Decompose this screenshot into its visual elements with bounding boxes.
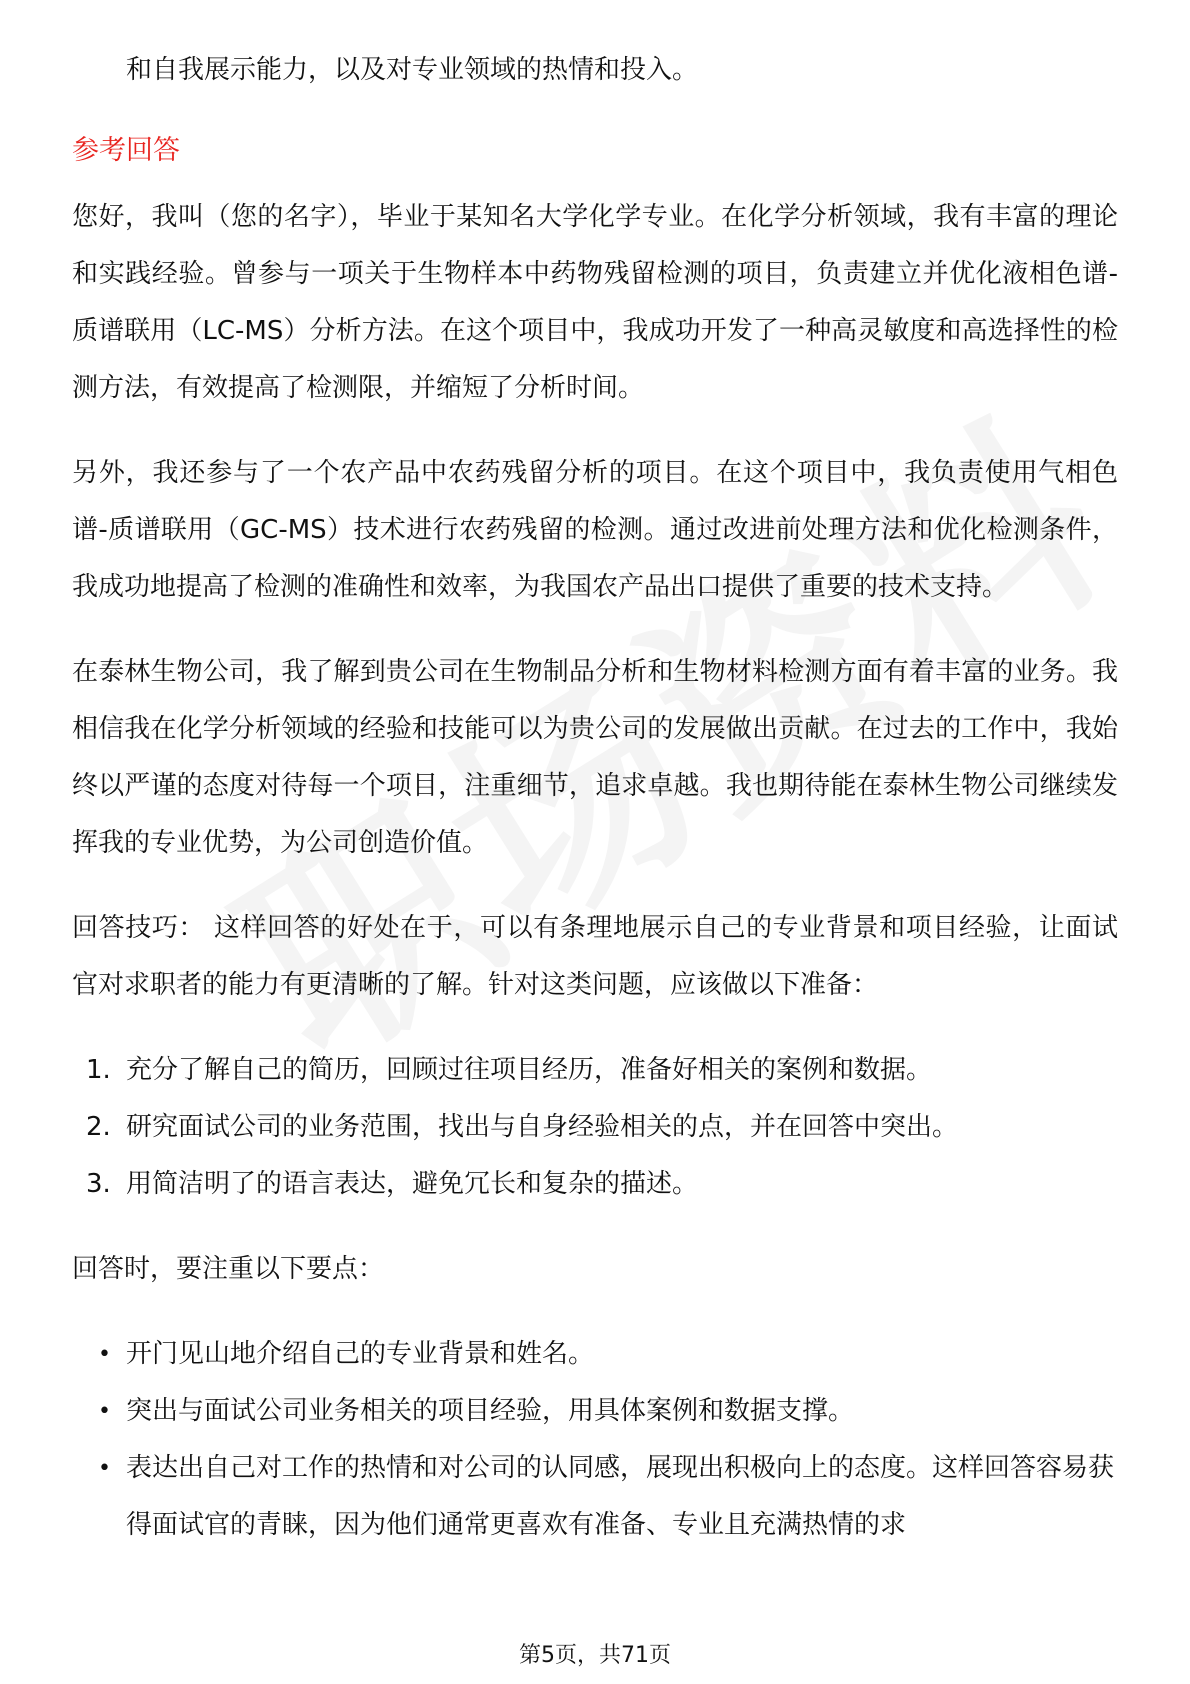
bullet-icon: • (98, 1456, 111, 1481)
bullet-icon: • (98, 1342, 111, 1367)
list-number: 2. (86, 1112, 111, 1142)
bullet-icon: • (98, 1399, 111, 1424)
points-list (72, 1326, 1118, 1554)
list-item-text: 研究面试公司的业务范围，找出与自身经验相关的点，并在回答中突出。 (126, 1112, 959, 1142)
intro-line: 和自我展示能力，以及对专业领域的热情和投入。 (126, 55, 699, 85)
list-item-text: 开门见山地介绍自己的专业背景和姓名。 (126, 1339, 595, 1369)
list-item (72, 1440, 1118, 1554)
list-item (72, 1099, 1118, 1156)
content-area (72, 42, 1118, 1554)
page-footer: 第5页，共71页 (519, 1643, 671, 1668)
answer-paragraph-1: 您好，我叫（您的名字），毕业于某知名大学化学专业。在化学分析领域，我有丰富的理论和实践经验。曾参与一项关于生物样本中药物残留检测的项目，负责建立并优化液相色谱-质谱联用（LC-MS）分析方法。在这个项目中，我成功开发了一种高灵敏度和高选择性的检测方法，有效提高了检测限，并缩短了分析时间。 (72, 202, 1118, 403)
tips-paragraph: 回答技巧： 这样回答的好处在于，可以有条理地展示自己的专业背景和项目经验，让面试官对求职者的能力有更清晰的了解。针对这类问题，应该做以下准备： (72, 913, 1118, 1000)
list-item (72, 1156, 1118, 1213)
list-number: 3. (86, 1169, 111, 1199)
list-item (72, 1383, 1118, 1440)
list-item-text: 表达出自己对工作的热情和对公司的认同感，展现出积极向上的态度。这样回答容易获得面试官的青睐，因为他们通常更喜欢有准备、专业且充满热情的求 (126, 1453, 1115, 1540)
list-number: 1. (86, 1055, 111, 1085)
section-heading: 参考回答 (72, 135, 180, 166)
list-item-text: 充分了解自己的简历，回顾过往项目经历，准备好相关的案例和数据。 (126, 1055, 933, 1085)
answer-paragraph-3: 在泰林生物公司，我了解到贵公司在生物制品分析和生物材料检测方面有着丰富的业务。我相信我在化学分析领域的经验和技能可以为贵公司的发展做出贡献。在过去的工作中，我始终以严谨的态度对待每一个项目，注重细节，追求卓越。我也期待能在泰林生物公司继续发挥我的专业优势，为公司创造价值。 (72, 657, 1118, 858)
list-item-text: 突出与面试公司业务相关的项目经验，用具体案例和数据支撑。 (126, 1396, 855, 1426)
answer-paragraph-2: 另外，我还参与了一个农产品中农药残留分析的项目。在这个项目中，我负责使用气相色谱-质谱联用（GC-MS）技术进行农药残留的检测。通过改进前处理方法和优化检测条件，我成功地提高了检测的准确性和效率，为我国农产品出口提供了重要的技术支持。 (72, 458, 1118, 602)
list-item (72, 1326, 1118, 1383)
list-item (72, 1042, 1118, 1099)
points-intro: 回答时，要注重以下要点： (72, 1254, 385, 1284)
prep-list (72, 1042, 1118, 1213)
list-item-text: 用简洁明了的语言表达，避免冗长和复杂的描述。 (126, 1169, 699, 1199)
